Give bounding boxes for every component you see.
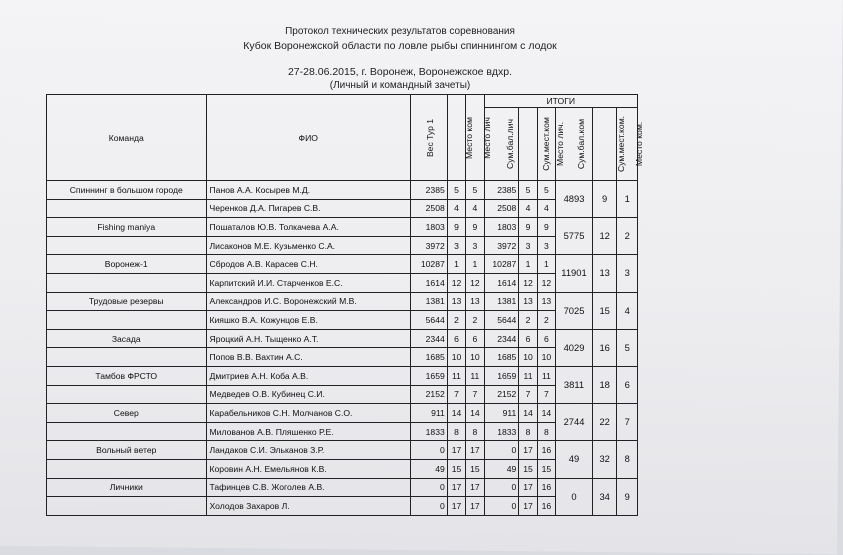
sum-place-team-cell: 2: [519, 311, 537, 330]
fio-cell: Ландаков С.И. Эльканов З.Р.: [206, 441, 410, 460]
fio-cell: Панов А.А. Косырев М.Д.: [206, 181, 410, 200]
sum-place-team-cell: 13: [519, 292, 537, 311]
fio-cell: Яроцкий А.Н. Тыщенко А.Т.: [206, 329, 410, 348]
place-pers2-cell: 3: [537, 236, 555, 255]
place-pers2-cell: 11: [537, 366, 555, 385]
fio-cell: Лисаконов М.Е. Кузьменко С.А.: [206, 236, 410, 255]
team-sum-place-cell: 9: [592, 181, 617, 218]
place-pers2-cell: 5: [537, 181, 555, 200]
team-sum-place-cell: 34: [592, 478, 617, 515]
sum-place-team-cell: 5: [519, 181, 537, 200]
table-row: [47, 329, 638, 348]
place-pers-cell: 6: [466, 329, 484, 348]
table-row: [47, 478, 638, 497]
sum-place-team-cell: 15: [519, 459, 537, 478]
place-pers-cell: 17: [466, 478, 484, 497]
place-pers-cell: 12: [466, 273, 484, 292]
sum-ball-pers-cell: 1659: [484, 366, 519, 385]
place-team-cell: 2: [447, 311, 465, 330]
team-name-cell: Трудовые резервы: [47, 292, 207, 311]
team-sum-place-cell: 12: [592, 218, 617, 255]
place-team-cell: 17: [447, 478, 465, 497]
team-name-cell: Засада: [47, 329, 207, 348]
weight-cell: 1833: [410, 422, 447, 441]
document-header: [0, 0, 800, 100]
team-sum-ball-cell: 3811: [556, 366, 593, 403]
sum-ball-pers-cell: 5644: [484, 311, 519, 330]
fio-cell: Тафинцев С.В. Жоголев А.В.: [206, 478, 410, 497]
place-pers2-cell: 10: [537, 348, 555, 367]
weight-cell: 2508: [410, 199, 447, 218]
place-team-cell: 11: [447, 366, 465, 385]
team-name-cell-empty: [47, 311, 207, 330]
table-row: [47, 385, 638, 404]
place-pers-cell: 17: [466, 497, 484, 516]
weight-cell: 2385: [410, 181, 447, 200]
place-team-cell: 1: [447, 255, 465, 274]
sum-ball-pers-cell: 1381: [484, 292, 519, 311]
table-row: [47, 292, 638, 311]
place-team-cell: 4: [447, 199, 465, 218]
sum-ball-pers-cell: 10287: [484, 255, 519, 274]
weight-cell: 2152: [410, 385, 447, 404]
team-name-cell: Спиннинг в большом городе: [47, 181, 207, 200]
weight-cell: 0: [410, 497, 447, 516]
sum-place-team-cell: 6: [519, 329, 537, 348]
fio-cell: Милованов А.В. Пляшенко Р.Е.: [206, 422, 410, 441]
place-team-cell: 10: [447, 348, 465, 367]
sum-ball-pers-cell: 1685: [484, 348, 519, 367]
table-row: [47, 255, 638, 274]
col-header-sum-ball-pers: Сум.бал.лич: [484, 108, 519, 181]
weight-cell: 1659: [410, 366, 447, 385]
team-sum-ball-cell: 7025: [556, 292, 593, 329]
table-row: [47, 497, 638, 516]
team-name-cell: Fishing maniya: [47, 218, 207, 237]
team-name-cell-empty: [47, 385, 207, 404]
table-row: [47, 366, 638, 385]
place-pers-cell: 5: [466, 181, 484, 200]
place-pers-cell: 7: [466, 385, 484, 404]
team-sum-ball-cell: 2744: [556, 404, 593, 441]
sum-place-team-cell: 17: [519, 497, 537, 516]
place-team-cell: 6: [447, 329, 465, 348]
place-pers-cell: 15: [466, 459, 484, 478]
col-header-sum-ball-team: Сум.бал.ком: [556, 108, 593, 181]
place-team-cell: 13: [447, 292, 465, 311]
place-pers-cell: 1: [466, 255, 484, 274]
place-pers2-cell: 1: [537, 255, 555, 274]
place-pers-cell: 14: [466, 404, 484, 423]
table-row: [47, 459, 638, 478]
sum-place-team-cell: 9: [519, 218, 537, 237]
table-row: [47, 311, 638, 330]
place-pers2-cell: 6: [537, 329, 555, 348]
place-pers-cell: 13: [466, 292, 484, 311]
place-pers-cell: 10: [466, 348, 484, 367]
place-pers2-cell: 4: [537, 199, 555, 218]
team-name-cell-empty: [47, 348, 207, 367]
sum-ball-pers-cell: 2385: [484, 181, 519, 200]
team-sum-ball-cell: 4029: [556, 329, 593, 366]
fio-cell: Дмитриев А.Н. Коба А.В.: [206, 366, 410, 385]
place-pers-cell: 4: [466, 199, 484, 218]
team-place-cell: 1: [617, 181, 638, 218]
sum-ball-pers-cell: 2344: [484, 329, 519, 348]
place-pers-cell: 8: [466, 422, 484, 441]
place-team-cell: 5: [447, 181, 465, 200]
place-team-cell: 17: [447, 441, 465, 460]
team-sum-ball-cell: 49: [556, 441, 593, 478]
team-sum-place-cell: 16: [592, 329, 617, 366]
team-name-cell-empty: [47, 422, 207, 441]
team-place-cell: 2: [617, 218, 638, 255]
weight-cell: 1614: [410, 273, 447, 292]
col-header-sum-place-team: Сум.мест.ком: [519, 108, 537, 181]
fio-cell: Черенков Д.А. Пигарев С.В.: [206, 199, 410, 218]
fio-cell: Карабельников С.Н. Молчанов С.О.: [206, 404, 410, 423]
table-row: [47, 348, 638, 367]
sum-ball-pers-cell: 2508: [484, 199, 519, 218]
team-name-cell: Тамбов ФРСТО: [47, 366, 207, 385]
sum-ball-pers-cell: 911: [484, 404, 519, 423]
fio-cell: Холодов Захаров Л.: [206, 497, 410, 516]
weight-cell: 5644: [410, 311, 447, 330]
results-body: [47, 181, 638, 516]
sum-ball-pers-cell: 1833: [484, 422, 519, 441]
col-header-sum-place-team2: Сум.мест.ком.: [592, 108, 617, 181]
place-pers2-cell: 7: [537, 385, 555, 404]
sum-ball-pers-cell: 1803: [484, 218, 519, 237]
team-name-cell: Личники: [47, 478, 207, 497]
fio-cell: Медведев О.В. Кубинец С.И.: [206, 385, 410, 404]
weight-cell: 0: [410, 478, 447, 497]
team-place-cell: 3: [617, 255, 638, 292]
place-team-cell: 15: [447, 459, 465, 478]
place-team-cell: 7: [447, 385, 465, 404]
place-pers2-cell: 12: [537, 273, 555, 292]
col-header-place-team: Место ком: [447, 95, 465, 181]
sum-place-team-cell: 14: [519, 404, 537, 423]
results-table: [46, 94, 645, 516]
col-header-weight: Вес Тур 1: [410, 95, 447, 181]
team-sum-ball-cell: 5775: [556, 218, 593, 255]
doc-date-place: 27-28.06.2015, г. Воронеж, Воронежское вдхр.: [287, 66, 513, 78]
sum-place-team-cell: 17: [519, 478, 537, 497]
sum-place-team-cell: 7: [519, 385, 537, 404]
weight-cell: 10287: [410, 255, 447, 274]
sum-ball-pers-cell: 3972: [484, 236, 519, 255]
fio-cell: Попов В.В. Вахтин А.С.: [206, 348, 410, 367]
team-name-cell: Вольный ветер: [47, 441, 207, 460]
weight-cell: 1803: [410, 218, 447, 237]
team-sum-ball-cell: 4893: [556, 181, 593, 218]
place-pers-cell: 2: [466, 311, 484, 330]
table-row: [47, 441, 638, 460]
sum-place-team-cell: 3: [519, 236, 537, 255]
fio-cell: Пошаталов Ю.В. Толкачева А.А.: [206, 218, 410, 237]
place-team-cell: 12: [447, 273, 465, 292]
team-name-cell-empty: [47, 273, 207, 292]
place-pers-cell: 9: [466, 218, 484, 237]
place-pers-cell: 3: [466, 236, 484, 255]
doc-subtitle: Кубок Воронежской области по ловле рыбы спиннингом с лодок: [243, 40, 557, 52]
team-place-cell: 7: [617, 404, 638, 441]
table-row: [47, 273, 638, 292]
team-place-cell: 4: [617, 292, 638, 329]
col-header-place-team2: Место ком.: [617, 108, 638, 181]
team-sum-place-cell: 18: [592, 366, 617, 403]
team-sum-place-cell: 13: [592, 255, 617, 292]
team-place-cell: 9: [617, 478, 638, 515]
weight-cell: 1381: [410, 292, 447, 311]
place-pers2-cell: 14: [537, 404, 555, 423]
sum-place-team-cell: 10: [519, 348, 537, 367]
table-row: [47, 181, 638, 200]
place-pers2-cell: 15: [537, 459, 555, 478]
header-row-top: [47, 95, 638, 108]
place-pers2-cell: 16: [537, 478, 555, 497]
place-pers2-cell: 2: [537, 311, 555, 330]
sum-place-team-cell: 12: [519, 273, 537, 292]
sum-ball-pers-cell: 2152: [484, 385, 519, 404]
place-pers2-cell: 9: [537, 218, 555, 237]
fio-cell: Александров И.С. Воронежский М.В.: [206, 292, 410, 311]
team-sum-ball-cell: 11901: [556, 255, 593, 292]
table-row: [47, 199, 638, 218]
team-name-cell-empty: [47, 497, 207, 516]
table-row: [47, 236, 638, 255]
place-pers2-cell: 8: [537, 422, 555, 441]
doc-scoring-note: (Личный и командный зачеты): [329, 80, 471, 91]
place-team-cell: 3: [447, 236, 465, 255]
sum-place-team-cell: 8: [519, 422, 537, 441]
weight-cell: 49: [410, 459, 447, 478]
sum-ball-pers-cell: 49: [484, 459, 519, 478]
team-name-cell-empty: [47, 459, 207, 478]
sum-place-team-cell: 1: [519, 255, 537, 274]
col-header-place-pers: Место лич: [466, 95, 484, 181]
place-team-cell: 8: [447, 422, 465, 441]
sum-place-team-cell: 11: [519, 366, 537, 385]
sum-place-team-cell: 17: [519, 441, 537, 460]
weight-cell: 3972: [410, 236, 447, 255]
place-team-cell: 14: [447, 404, 465, 423]
team-sum-place-cell: 15: [592, 292, 617, 329]
sum-ball-pers-cell: 1614: [484, 273, 519, 292]
weight-cell: 2344: [410, 329, 447, 348]
team-sum-place-cell: 22: [592, 404, 617, 441]
col-header-team: Команда: [47, 95, 207, 181]
place-pers-cell: 11: [466, 366, 484, 385]
col-header-place-pers2: Место лич.: [537, 108, 555, 181]
team-place-cell: 8: [617, 441, 638, 478]
team-name-cell: Север: [47, 404, 207, 423]
team-name-cell-empty: [47, 199, 207, 218]
weight-cell: 911: [410, 404, 447, 423]
sum-place-team-cell: 4: [519, 199, 537, 218]
sum-ball-pers-cell: 0: [484, 497, 519, 516]
place-pers2-cell: 16: [537, 441, 555, 460]
col-header-fio: ФИО: [206, 95, 410, 181]
team-place-cell: 6: [617, 366, 638, 403]
team-place-cell: 5: [617, 329, 638, 366]
doc-title: Протокол технических результатов соревнования: [285, 26, 515, 37]
weight-cell: 0: [410, 441, 447, 460]
team-sum-ball-cell: 0: [556, 478, 593, 515]
weight-cell: 1685: [410, 348, 447, 367]
fio-cell: Кияшко В.А. Кожунцов Е.В.: [206, 311, 410, 330]
place-pers2-cell: 16: [537, 497, 555, 516]
team-name-cell-empty: [47, 236, 207, 255]
fio-cell: Сбродов А.В. Карасев С.Н.: [206, 255, 410, 274]
team-sum-place-cell: 32: [592, 441, 617, 478]
fio-cell: Карпитский И.И. Старченков Е.С.: [206, 273, 410, 292]
sum-ball-pers-cell: 0: [484, 478, 519, 497]
fio-cell: Коровин А.Н. Емельянов К.В.: [206, 459, 410, 478]
table-row: [47, 404, 638, 423]
sum-ball-pers-cell: 0: [484, 441, 519, 460]
place-pers-cell: 17: [466, 441, 484, 460]
place-pers2-cell: 13: [537, 292, 555, 311]
table-row: [47, 422, 638, 441]
place-team-cell: 17: [447, 497, 465, 516]
table-row: [47, 218, 638, 237]
place-team-cell: 9: [447, 218, 465, 237]
col-header-itogi: ИТОГИ: [484, 95, 637, 108]
team-name-cell: Воронеж-1: [47, 255, 207, 274]
